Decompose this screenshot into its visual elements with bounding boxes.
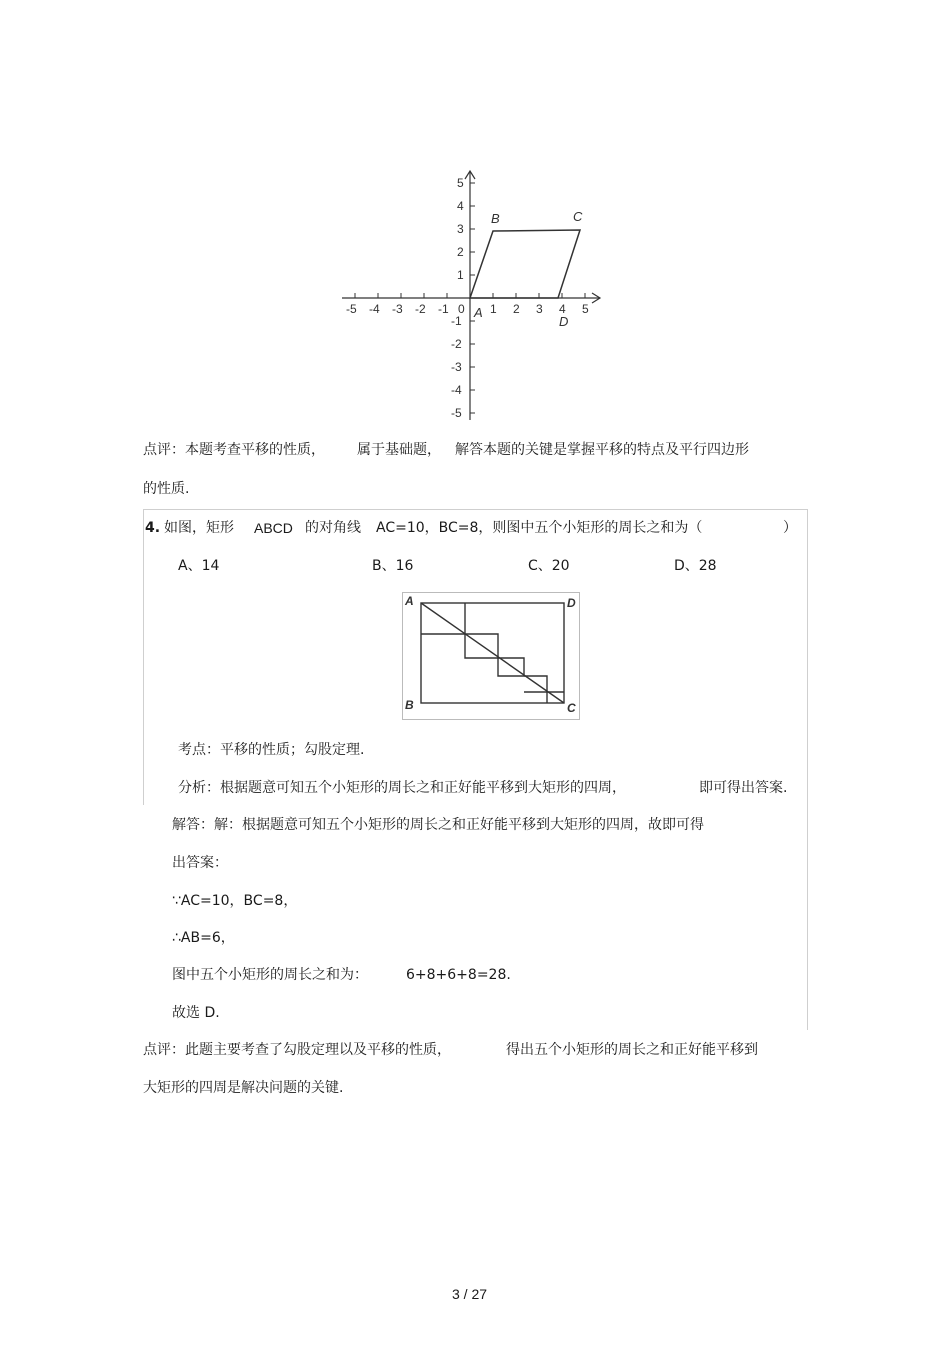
question-stem-c: 的对角线 — [305, 520, 361, 536]
comment1-line2: 的性质. — [143, 481, 190, 497]
point-label-a: A — [474, 305, 483, 320]
step-rect-4 — [524, 676, 547, 692]
point-label-d: D — [559, 314, 569, 329]
y-tick-label: 3 — [457, 222, 464, 236]
x-tick-label: -3 — [392, 302, 403, 316]
comment2-line1-b: 得出五个小矩形的周长之和正好能平移到 — [506, 1042, 758, 1058]
jieda-line-1: 解答：解：根据题意可知五个小矩形的周长之和正好能平移到大矩形的四周，故即可得 — [172, 817, 704, 833]
question-box-top-border — [143, 509, 808, 510]
question-box-right-border — [807, 509, 808, 1030]
step-2: ∴AB=6， — [172, 930, 235, 946]
y-tick-label: -3 — [451, 360, 462, 374]
x-tick-label: 5 — [582, 302, 589, 316]
comment2-line1-a: 点评：此题主要考查了勾股定理以及平移的性质， — [143, 1042, 451, 1058]
point-label-b: B — [491, 211, 500, 226]
x-tick-label: 1 — [490, 302, 497, 316]
step-3-a: 图中五个小矩形的周长之和为： — [172, 967, 368, 983]
x-tick-label: -1 — [438, 302, 449, 316]
rectangle-figure — [402, 592, 581, 721]
question-stem-b: ABCD — [254, 520, 293, 536]
y-tick-label: -1 — [451, 314, 462, 328]
kaodian-line: 考点：平移的性质；勾股定理. — [178, 742, 365, 758]
step-rect-3 — [498, 658, 524, 676]
x-tick-label: 0 — [458, 302, 465, 316]
comment1-line1-c: 解答本题的关键是掌握平移的特点及平行四边形 — [455, 442, 749, 458]
fenxi-line-b: 即可得出答案. — [699, 780, 788, 796]
point-label-c: C — [573, 209, 583, 224]
x-tick-label: -4 — [369, 302, 380, 316]
question-number: 4. — [145, 520, 161, 536]
parallelogram-abcd — [470, 230, 580, 298]
comment2-line2: 大矩形的四周是解决问题的关键. — [143, 1080, 344, 1096]
option-a: A、14 — [178, 558, 220, 574]
step-1: ∵AC=10，BC=8， — [172, 893, 298, 909]
jieda-line-2: 出答案： — [172, 855, 228, 871]
option-d: D、28 — [674, 558, 717, 574]
rect-label-a: A — [405, 594, 414, 608]
option-c: C、20 — [528, 558, 570, 574]
y-tick-label: 4 — [457, 199, 464, 213]
question-stem-d: AC=10，BC=8，则图中五个小矩形的周长之和为（ — [376, 520, 703, 536]
option-b: B、16 — [372, 558, 414, 574]
x-tick-label: 3 — [536, 302, 543, 316]
question-box-left-border — [143, 509, 144, 805]
x-tick-label: 2 — [513, 302, 520, 316]
y-tick-label: -2 — [451, 337, 462, 351]
question-stem-a: 如图，矩形 — [164, 520, 234, 536]
fenxi-line-a: 分析：根据题意可知五个小矩形的周长之和正好能平移到大矩形的四周， — [178, 780, 626, 796]
step-3-b: 6+8+6+8=28. — [406, 967, 511, 983]
y-tick-label: 1 — [457, 268, 464, 282]
y-tick-label: -5 — [451, 406, 462, 420]
diagonal-ac — [421, 603, 564, 703]
coordinate-figure — [330, 165, 620, 430]
page-number: 3 / 27 — [452, 1286, 488, 1302]
question-stem-e: ） — [783, 520, 797, 536]
y-tick-label: 5 — [457, 176, 464, 190]
comment1-line1-a: 点评：本题考查平移的性质， — [143, 442, 325, 458]
comment1-line1-b: 属于基础题， — [357, 442, 441, 458]
step-4: 故选 D. — [172, 1005, 220, 1021]
x-tick-label: 4 — [559, 302, 566, 316]
x-tick-label: -5 — [346, 302, 357, 316]
rect-label-d: D — [567, 596, 576, 610]
x-tick-label: -2 — [415, 302, 426, 316]
y-tick-label: -4 — [451, 383, 462, 397]
rect-label-b: B — [405, 698, 414, 712]
y-tick-label: 2 — [457, 245, 464, 259]
rect-label-c: C — [567, 701, 576, 715]
